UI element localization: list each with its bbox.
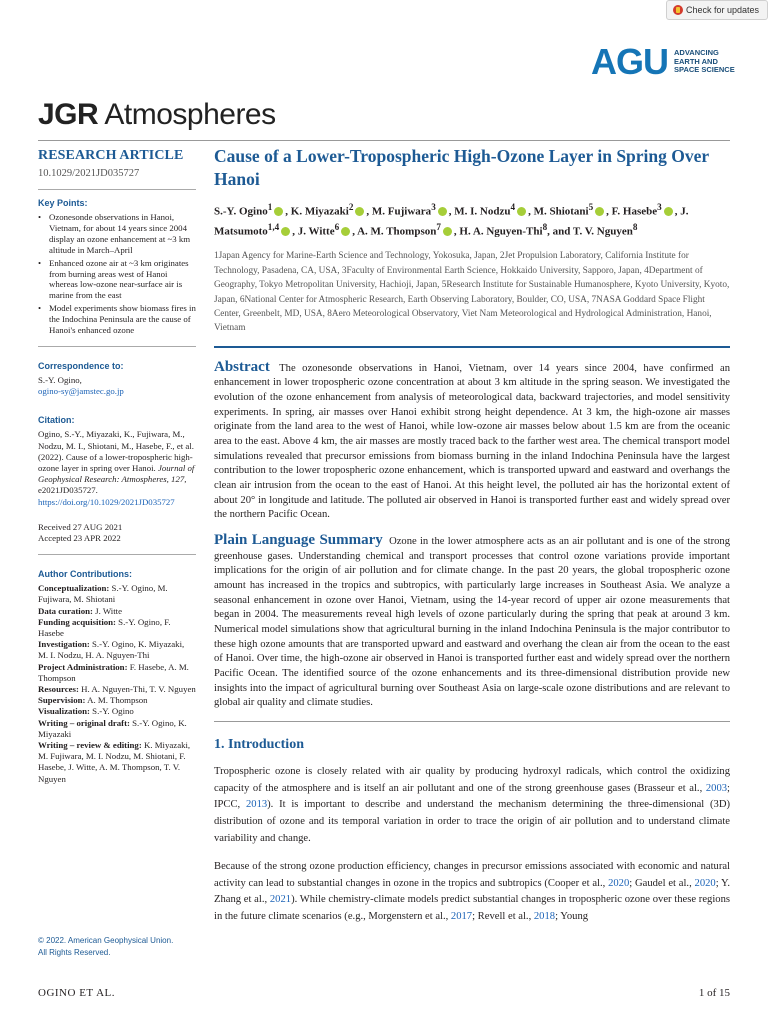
agu-logo xyxy=(591,41,735,82)
sidebar-divider xyxy=(38,346,196,347)
reference-link[interactable]: 2017 xyxy=(450,911,473,923)
reference-link[interactable]: 2021 xyxy=(269,894,292,906)
section-divider xyxy=(214,721,730,722)
orcid-icon[interactable] xyxy=(595,207,604,216)
correspondence-email-link[interactable]: ogino-sy@jamstec.go.jp xyxy=(38,386,124,397)
contribution-item: Resources: H. A. Nguyen-Thi, T. V. Nguyen xyxy=(38,684,196,695)
orcid-icon[interactable] xyxy=(664,207,673,216)
author-contributions-list xyxy=(38,583,196,785)
citation-text: Ogino, S.-Y., Miyazaki, K., Fujiwara, M., Nodzu, M. I., Shiotani, M., Hasebe, F., et al. (2022). Cause of a lower-tropospheric high-ozone layer in spring over Hanoi. Journal of Geophysical Research: Atmospheres, 127, e2021JD035727. https://doi.org/10.1029/2021JD035727 xyxy=(38,429,195,507)
orcid-icon[interactable] xyxy=(274,207,283,216)
key-point-item: • Enhanced ozone air at ~3 km originates from burning areas west of Hanoi whereas low-ozone near-surface air is marine from the east xyxy=(38,258,196,302)
orcid-icon[interactable] xyxy=(355,207,364,216)
contribution-item: Visualization: S.-Y. Ogino xyxy=(38,706,134,717)
main-column xyxy=(214,145,730,926)
affiliations: 1Japan Agency for Marine-Earth Science and Technology, Yokosuka, Japan, 2Jet Propulsion Laboratory, California Institute for Technology, Pasadena, CA, USA, 3Faculty of Environmental Earth Science, Hokkaido University, Sapporo, Japan, 4Department of Geography, Tokyo Metropolitan University, Hachioji, Japan, 5Research Institute for Sustainable Humanosphere, Kyoto University, Kyoto, Japan, 6National Center for Atmospheric Research, Earth Observing Laboratory, Boulder, CO, USA, 7NASA Goddard Space Flight Center, Greenbelt, MD, USA, 8Aero Meteorological Observatory, Viet Nam Meteorological and Hydrological Administration, Hanoi, Vietnam xyxy=(214,251,730,334)
introduction-heading: 1. Introduction xyxy=(214,736,304,752)
agu-logo-mark: AGU xyxy=(591,41,668,82)
copyright-notice: © 2022. American Geophysical Union. All Rights Reserved. xyxy=(38,936,174,957)
footer-page-number: 1 of 15 xyxy=(698,987,730,999)
reference-link[interactable]: 2020 xyxy=(608,877,630,889)
article-doi: 10.1029/2021JD035727 xyxy=(38,168,140,179)
orcid-icon[interactable] xyxy=(341,227,350,236)
reference-link[interactable]: 2018 xyxy=(533,911,556,923)
orcid-icon[interactable] xyxy=(517,207,526,216)
contribution-item: Conceptualization: S.-Y. Ogino, M. Fujiwara, M. Shiotani xyxy=(38,583,168,605)
citation-doi-link[interactable]: https://doi.org/10.1029/2021JD035727 xyxy=(38,496,175,507)
orcid-icon[interactable] xyxy=(438,207,447,216)
contribution-item: Supervision: A. M. Thompson xyxy=(38,695,148,706)
citation-heading: Citation: xyxy=(38,415,75,426)
abstract-heading: Abstract xyxy=(214,358,270,375)
check-for-updates-button[interactable] xyxy=(666,0,768,20)
orcid-icon[interactable] xyxy=(281,227,290,236)
contribution-item: Writing – original draft: S.-Y. Ogino, K. Miyazaki xyxy=(38,717,187,739)
article-type: RESEARCH ARTICLE xyxy=(38,148,184,163)
section-divider xyxy=(214,346,730,348)
author-contributions-heading: Author Contributions: xyxy=(38,569,132,580)
correspondence-heading: Correspondence to: xyxy=(38,360,124,371)
key-point-item: • Model experiments show biomass fires in the Indochina Peninsula are the cause of Hanoi's enhanced ozone xyxy=(38,303,196,336)
contribution-item: Project Administration: F. Hasebe, A. M. Thompson xyxy=(38,661,189,683)
accepted-date: Accepted 23 APR 2022 xyxy=(38,533,121,543)
plain-language-text: Ozone in the lower atmosphere acts as an air pollutant and is one of the strong greenhouse gases. Understanding chemical and transport processes that control ozone variations provide important implications for the origin of air pollution and for climate change. In the past 20 years, the global tropospheric ozone amount has increased in the tropics and subtropics, with particularly large increases in Southeast Asia. We analyze a seasonal enhancement in ozone over Hanoi, Vietnam, using the 14-year record of upper air ozone measurements that began in 2004. The measurements reveal high levels of ozone particularly during the spring that peak at around 3 km. Numerical model simulations show that agricultural burning in the inland Indochina Peninsula is the major contributor to these high ozone amounts that are transported upward and eastward and overhang the clean air from the ocean to the east of Hanoi. Over time, the high-ozone air observed in Hanoi is transported further east and widely spread over the northern Pacific Ocean. The identified source of the ozone enhancements and its three-dimensional distribution provide new insights into the impact of agricultural burning over Southeast Asia on large-scale ozone distributions and are relevant to global air quality and climate studies. xyxy=(214,535,730,709)
article-title: Cause of a Lower-Tropospheric High-Ozone Layer in Spring Over Hanoi xyxy=(214,146,709,189)
correspondence-name: S.-Y. Ogino, xyxy=(38,374,82,385)
body-paragraph: Because of the strong ozone production efficiency, changes in precursor emissions associated with economic and natural activity can lead to substantial changes in ozone in the tropics and subtropics (Cooper et al., 2020; Gaudel et al., 2020; Y. Zhang et al., 2021). While chemistry-climate models predict substantial changes in tropospheric ozone over these regions in the future climate scenarios (e.g., Morgenstern et al., 2017; Revell et al., 2018; Young xyxy=(214,860,730,923)
plain-language-summary xyxy=(214,533,730,711)
reference-link[interactable]: 2020 xyxy=(694,877,716,889)
received-date: Received 27 AUG 2021 xyxy=(38,521,123,532)
reference-link[interactable]: 2013 xyxy=(245,799,268,811)
key-point-item: • Ozonesonde observations in Hanoi, Vietnam, for about 14 years since 2004 display an ozone enhancement at ~3 km altitude in March–April xyxy=(38,212,196,256)
abstract-text: The ozonesonde observations in Hanoi, Vietnam, over 14 years since 2004, have confirmed an enhancement in lower tropospheric ozone concentration at about 3 km altitude in the spring season. We investigated the evolution of the ozone enhancement from analysis of meteorological data, backward trajectories, and model sensitivity experiments. In spring, air masses over Hanoi exhibit strong height dependence. At 3 km, the high-ozone air masses originate from the land area to the west of Hanoi, while low-ozone air masses below about 1.5 km are from the oceanic area to the east. Above 4 km, the air masses are mostly traced back to the farther west area. The chemical transport model simulations revealed that precursor emissions from biomass burning in the inland Indochina Peninsula have the largest contribution to the lower tropospheric ozone enhancement, which is transported upward and eastward and overhangs the clean air intrusion from the ocean to the east of Hanoi. At this height level, the polluted air has the horizontal extent of about 20° in longitude and latitude. The polluted air observed in Hanoi is transported further east and widely spread over the northern Pacific Ocean. xyxy=(214,362,730,521)
contribution-item: Data curation: J. Witte xyxy=(38,605,123,616)
contribution-item: Investigation: S.-Y. Ogino, K. Miyazaki, M. I. Nodzu, H. A. Nguyen-Thi xyxy=(38,639,185,661)
sidebar-divider xyxy=(38,189,196,190)
contribution-item: Funding acquisition: S.-Y. Ogino, F. Hasebe xyxy=(38,616,171,639)
agu-tagline: ADVANCING EARTH AND SPACE SCIENCE xyxy=(674,48,735,75)
reference-link[interactable]: 2003 xyxy=(705,782,728,794)
body-paragraph: Tropospheric ozone is closely related with air quality by producing hydroxyl radicals, which control the oxidizing capacity of the atmosphere and is itself an air pollutant and one of the strong greenhouse gases (Brasseur et al., 2003; IPCC, 2013). It is important to describe and understand the mechanism determining the three-dimensional (3D) distribution of ozone and its temporal variation in order to trace the origin of air pollution and to understand climate variability and change. xyxy=(214,765,731,845)
footer-author: OGINO ET AL. xyxy=(38,987,115,999)
sidebar-divider xyxy=(38,554,196,555)
journal-name: JGR Atmospheres xyxy=(38,98,276,131)
contribution-item: Writing – review & editing: K. Miyazaki, M. Fujiwara, M. I. Nodzu, M. Shiotani, F. Hasebe, J. Witte, A. M. Thompson, T. V. Nguyen xyxy=(38,740,191,784)
plain-language-heading: Plain Language Summary xyxy=(214,531,383,548)
key-points-list xyxy=(38,212,196,336)
author-list: S.-Y. Ogino$^1$ , K. Miyazaki$^2$ , M. Fujiwara$^3$ , M. I. Nodzu$^4$ , M. Shiotani$^5$ , F. Hasebe$^3$ , J. Matsumoto$^{1,4}$ , J. Witte$^6$ , A. M. Thompson$^7$ , H. A. Nguyen-Thi$^8$, and T. V. Nguyen$^8$ xyxy=(214,202,689,238)
abstract xyxy=(214,360,730,523)
left-sidebar xyxy=(38,148,196,785)
crossmark-icon xyxy=(673,5,683,15)
header-divider xyxy=(38,140,730,141)
orcid-icon[interactable] xyxy=(443,227,452,236)
key-points-heading: Key Points: xyxy=(38,198,88,208)
check-for-updates-label: Check for updates xyxy=(686,5,760,15)
